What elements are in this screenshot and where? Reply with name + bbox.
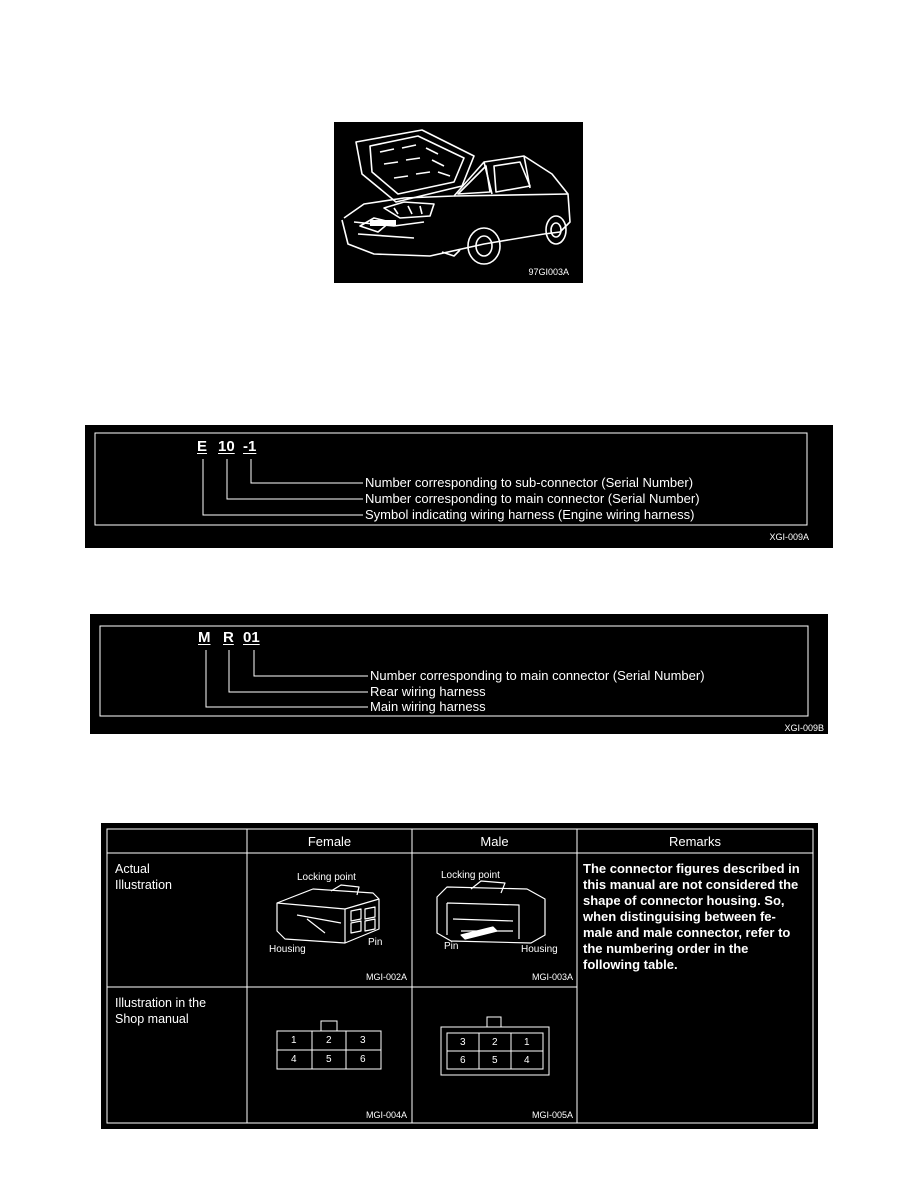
female-pin-3: 3 (360, 1035, 366, 1046)
male-pin-5: 5 (492, 1055, 498, 1066)
female-pin-label: Pin (368, 937, 383, 948)
code-letter-main: 10 (218, 438, 235, 455)
diagram2-code: XGI-009B (784, 723, 824, 733)
code-letter-main-harness: M (198, 629, 211, 646)
diagram1-code: XGI-009A (769, 532, 809, 542)
label-main-harness: Main wiring harness (370, 699, 486, 714)
male-pin-1: 1 (524, 1037, 530, 1048)
code-letter-serial: 01 (243, 629, 260, 646)
female-pin-4: 4 (291, 1054, 297, 1065)
header-female: Female (307, 834, 352, 849)
connector-table (101, 823, 818, 1129)
label-sub-connector: Number corresponding to sub-connector (Serial Number) (365, 475, 694, 490)
female-housing-label: Housing (269, 944, 306, 955)
row-label-actual: Actual Illustration (115, 862, 172, 892)
car-drawing (334, 122, 583, 283)
female-actual-code: MGI-002A (366, 972, 408, 982)
connector-code-diagram-1 (85, 425, 833, 548)
connector-code-diagram-2 (90, 614, 828, 734)
female-pin-5: 5 (326, 1054, 332, 1065)
male-pin-2: 2 (492, 1037, 498, 1048)
header-male: Male (480, 834, 509, 849)
female-pin-6: 6 (360, 1054, 366, 1065)
female-shop-code: MGI-004A (366, 1110, 408, 1120)
code-letter-sub: -1 (243, 438, 257, 455)
male-pin-4: 4 (524, 1055, 530, 1066)
male-pin-3: 3 (460, 1037, 466, 1048)
car-figure-code: 97GI003A (528, 267, 569, 277)
header-remarks: Remarks (668, 834, 721, 849)
male-connector-drawing (437, 881, 545, 943)
male-pin-label: Pin (444, 941, 459, 952)
label-harness-symbol: Symbol indicating wiring harness (Engine wiring harness) (365, 507, 695, 522)
label-main-connector: Number corresponding to main connector (Serial Number) (365, 491, 700, 506)
male-actual-code: MGI-003A (532, 972, 574, 982)
row-label-shop-manual: Illustration in the Shop manual (115, 996, 207, 1026)
male-pin-6: 6 (460, 1055, 466, 1066)
male-shop-code: MGI-005A (532, 1110, 574, 1120)
code-letter-harness: E (197, 438, 208, 455)
male-housing-label: Housing (521, 944, 558, 955)
remarks-text: The connector figures described in this manual are not considered the shape of connector housing. So, when distinguising between fe- male and male connector, refer to the numbering order in the following table. (583, 861, 800, 972)
car-illustration (334, 122, 583, 283)
label-rear-harness: Rear wiring harness (370, 684, 486, 699)
female-connector-drawing (277, 885, 379, 943)
label-main-connector-2: Number corresponding to main connector (Serial Number) (370, 668, 705, 683)
code-letter-rear-harness: R (223, 629, 234, 646)
female-locking-label: Locking point (297, 872, 356, 883)
male-locking-label: Locking point (441, 870, 500, 881)
female-pin-2: 2 (326, 1035, 332, 1046)
female-pin-1: 1 (291, 1035, 297, 1046)
